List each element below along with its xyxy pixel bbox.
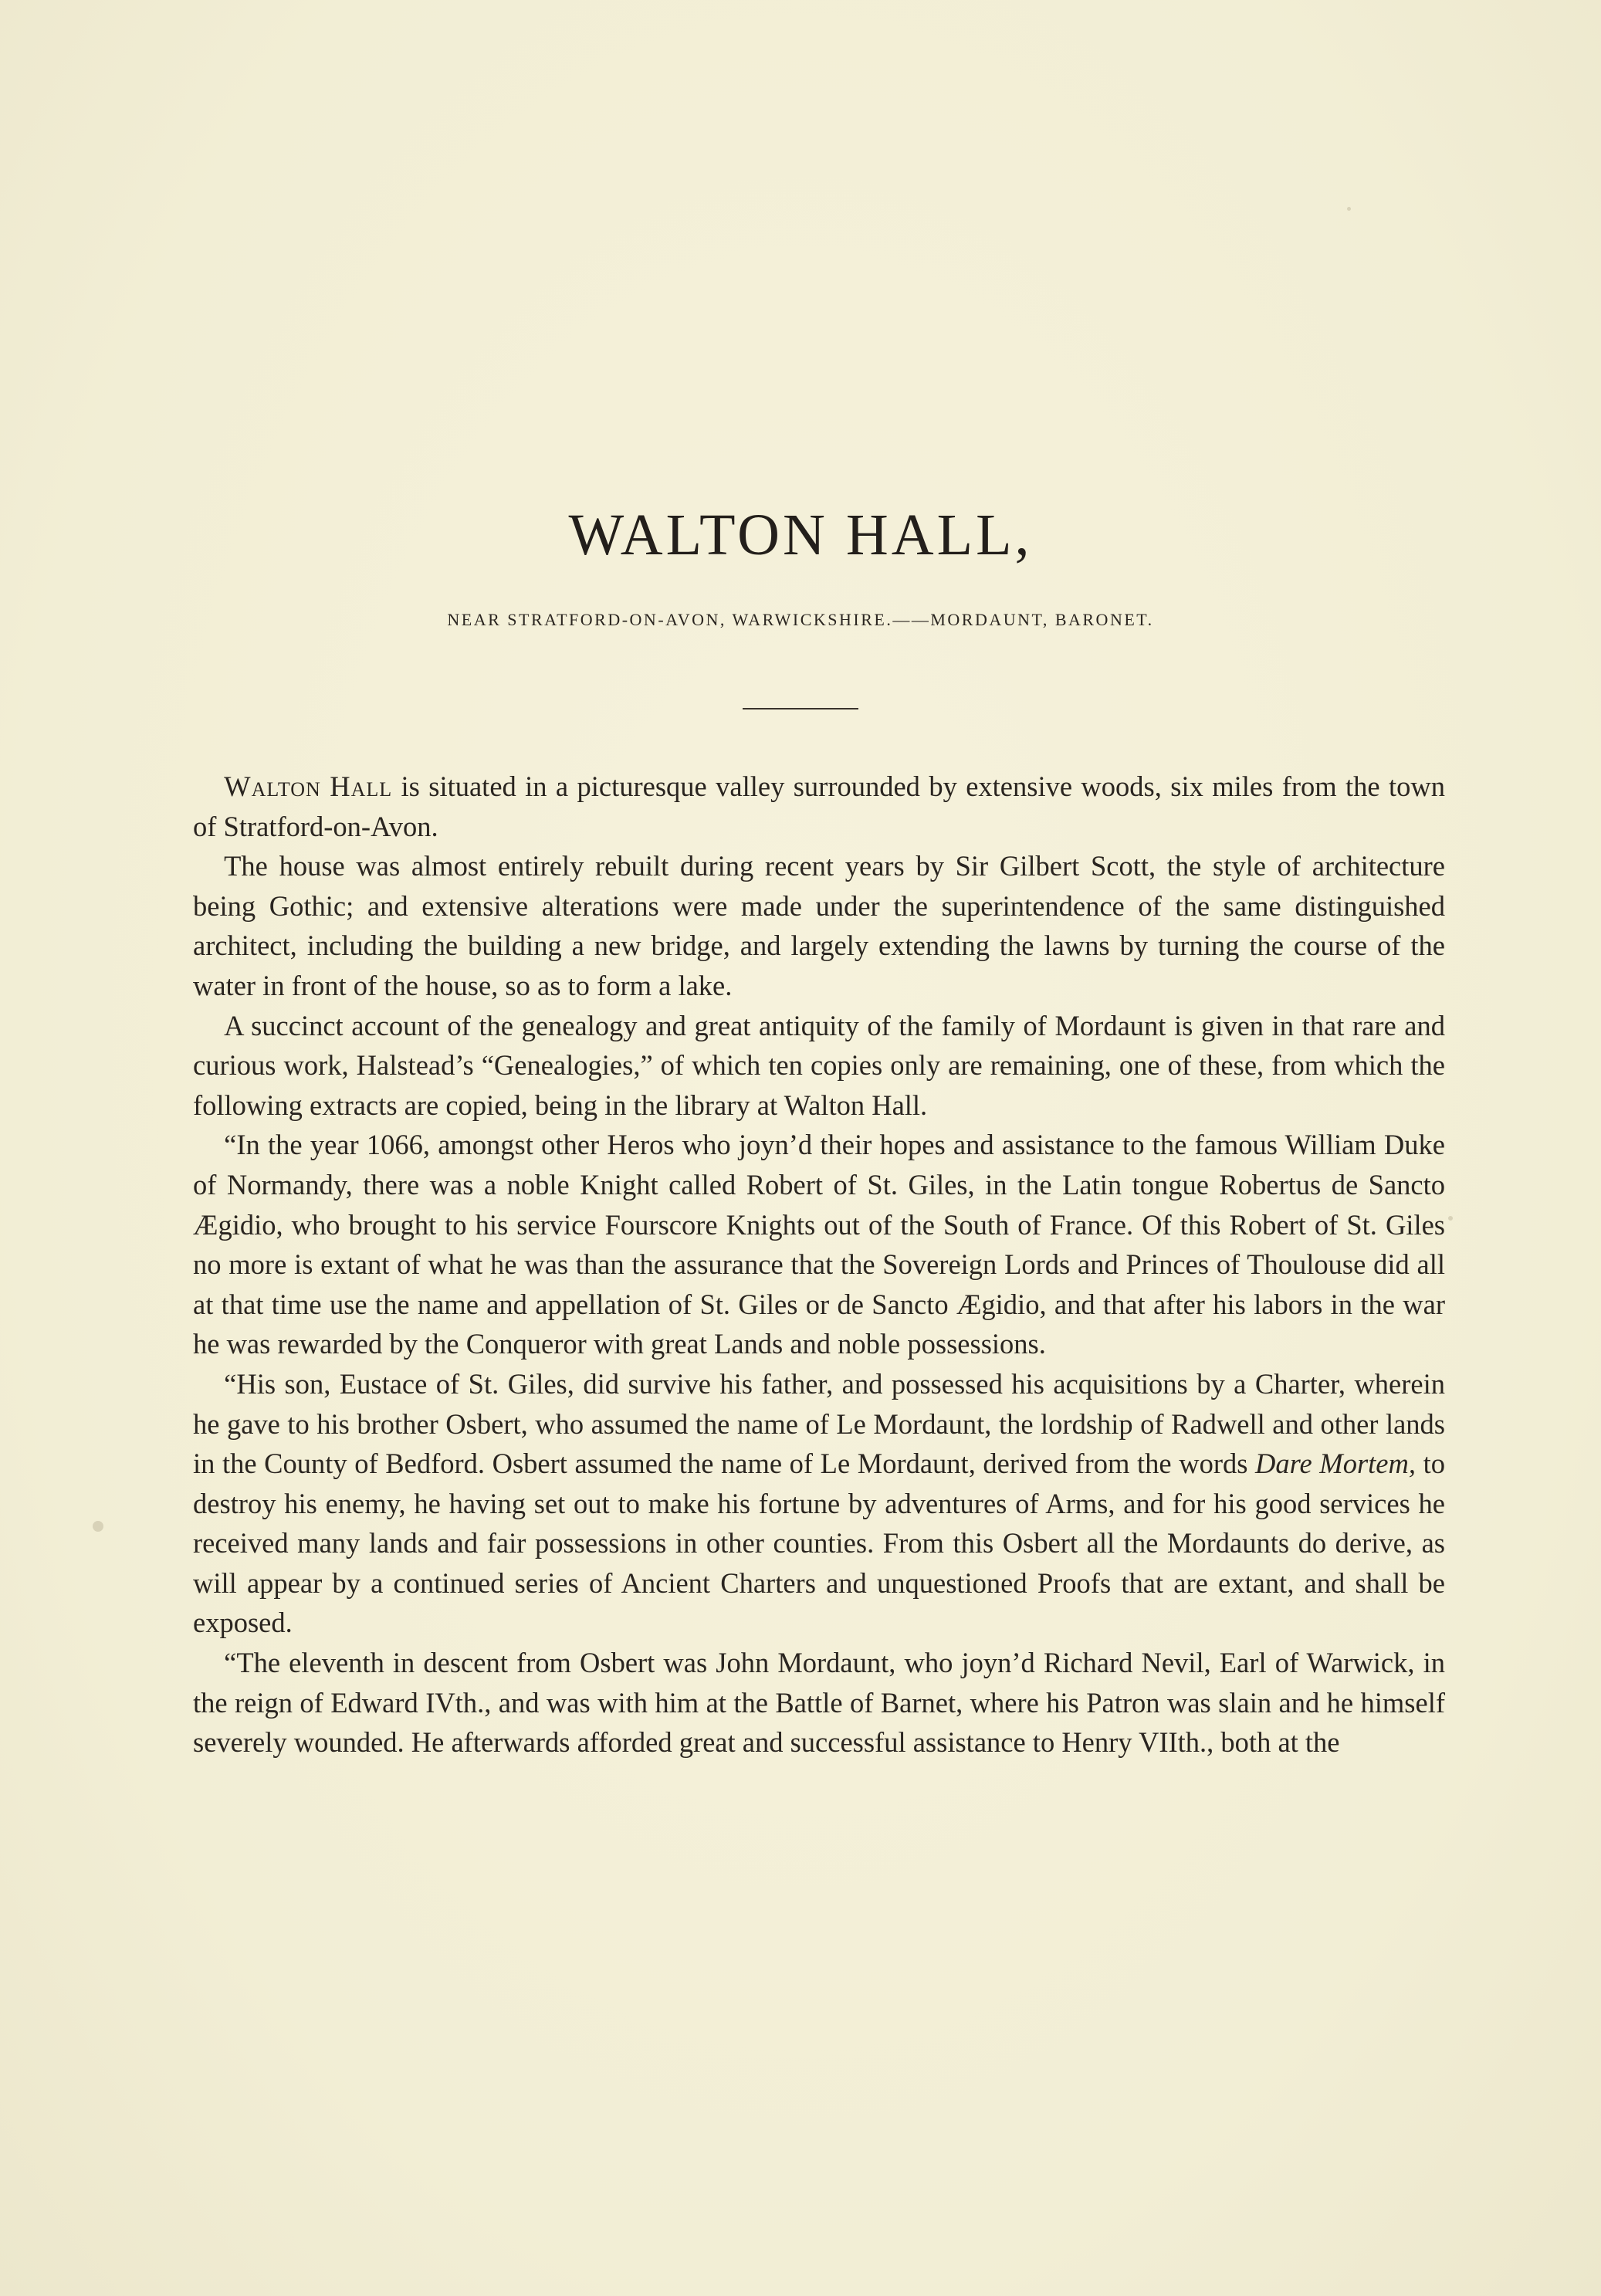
paper-speck: [93, 1521, 103, 1532]
paragraph-4: “In the year 1066, amongst other Heros who joyn’d their hopes and assistance to the famous William Duke of Normandy, there was a noble Knight called Robert of St. Giles, in the Latin tongue Robertus de Sancto Ægidio, who brought to his service Fourscore Knights out of the South of France. Of this Robert of St. Giles no more is extant of what he was than the assurance that the Sovereign Lords and Princes of Thoulouse did all at that time use the name and appellation of St. Giles or de Sancto Ægidio, and that after his labors in the war he was rewarded by the Conqueror with great Lands and noble possessions.: [193, 1129, 1445, 1360]
paragraph-3: A succinct account of the genealogy and great antiquity of the family of Mordaunt is given in that rare and curious work, Halstead’s “Genealogies,” of which ten copies only are remaining, one of these, from which the following extracts are copied, being in the library at Walton Hall.: [193, 1009, 1445, 1121]
paper-speck: [1448, 1216, 1453, 1221]
paragraph-5-text-after: to destroy his enemy, he having set out to make his fortune by adventures of Arms, and for his good services he received many lands and fair possessions in other counties. From this Osbert all the Mordaunts do derive, as will appear by a continued series of Ancient Charters and unquestioned Proofs that are extant, and shall be exposed.: [193, 1448, 1445, 1639]
paragraph-1-text: is situated in a picturesque valley surrounded by extensive woods, six miles from the town of Stratford-on-Avon.: [193, 770, 1446, 842]
paragraph-1-lead-word-2: Hall: [330, 770, 393, 802]
paragraph-2: The house was almost entirely rebuilt during recent years by Sir Gilbert Scott, the style of architecture being Gothic; and extensive alterations were made under the superintendence of the same distinguished architect, including the building a new bridge, and largely extending the lawns by turning the course of the water in front of the house, so as to form a lake.: [193, 850, 1445, 1001]
title-divider: [743, 708, 858, 709]
page-subtitle: NEAR STRATFORD-ON-AVON, WARWICKSHIRE.——MORDAUNT, BARONET.: [447, 610, 1154, 629]
paragraph-5-text-before: “His son, Eustace of St. Giles, did survive his father, and possessed his acquisitions by a Charter, wherein he gave to his brother Osbert, who assumed the name of Le Mordaunt, the lordship of Radwell and other lands in the County of Bedford. Osbert assumed the name of Le Mordaunt, derived from the words: [193, 1367, 1445, 1480]
paragraph-5: [193, 1364, 1445, 1643]
paragraph-5-italic-phrase: Dare Mortem,: [1255, 1448, 1416, 1480]
paragraph-1-lead-word-1: Walton: [224, 770, 321, 802]
paragraph-6: “The eleventh in descent from Osbert was John Mordaunt, who joyn’d Richard Nevil, Earl of Warwick, in the reign of Edward IVth., and was with him at the Battle of Barnet, where his Patron was slain and he himself severely wounded. He afterwards afforded great and successful assistance to Henry VIIth., both at the: [193, 1647, 1445, 1759]
paper-speck: [1347, 207, 1351, 211]
body-text: [193, 767, 1445, 1763]
page-title: WALTON HALL,: [568, 503, 1033, 567]
paragraph-1: [193, 767, 1445, 846]
